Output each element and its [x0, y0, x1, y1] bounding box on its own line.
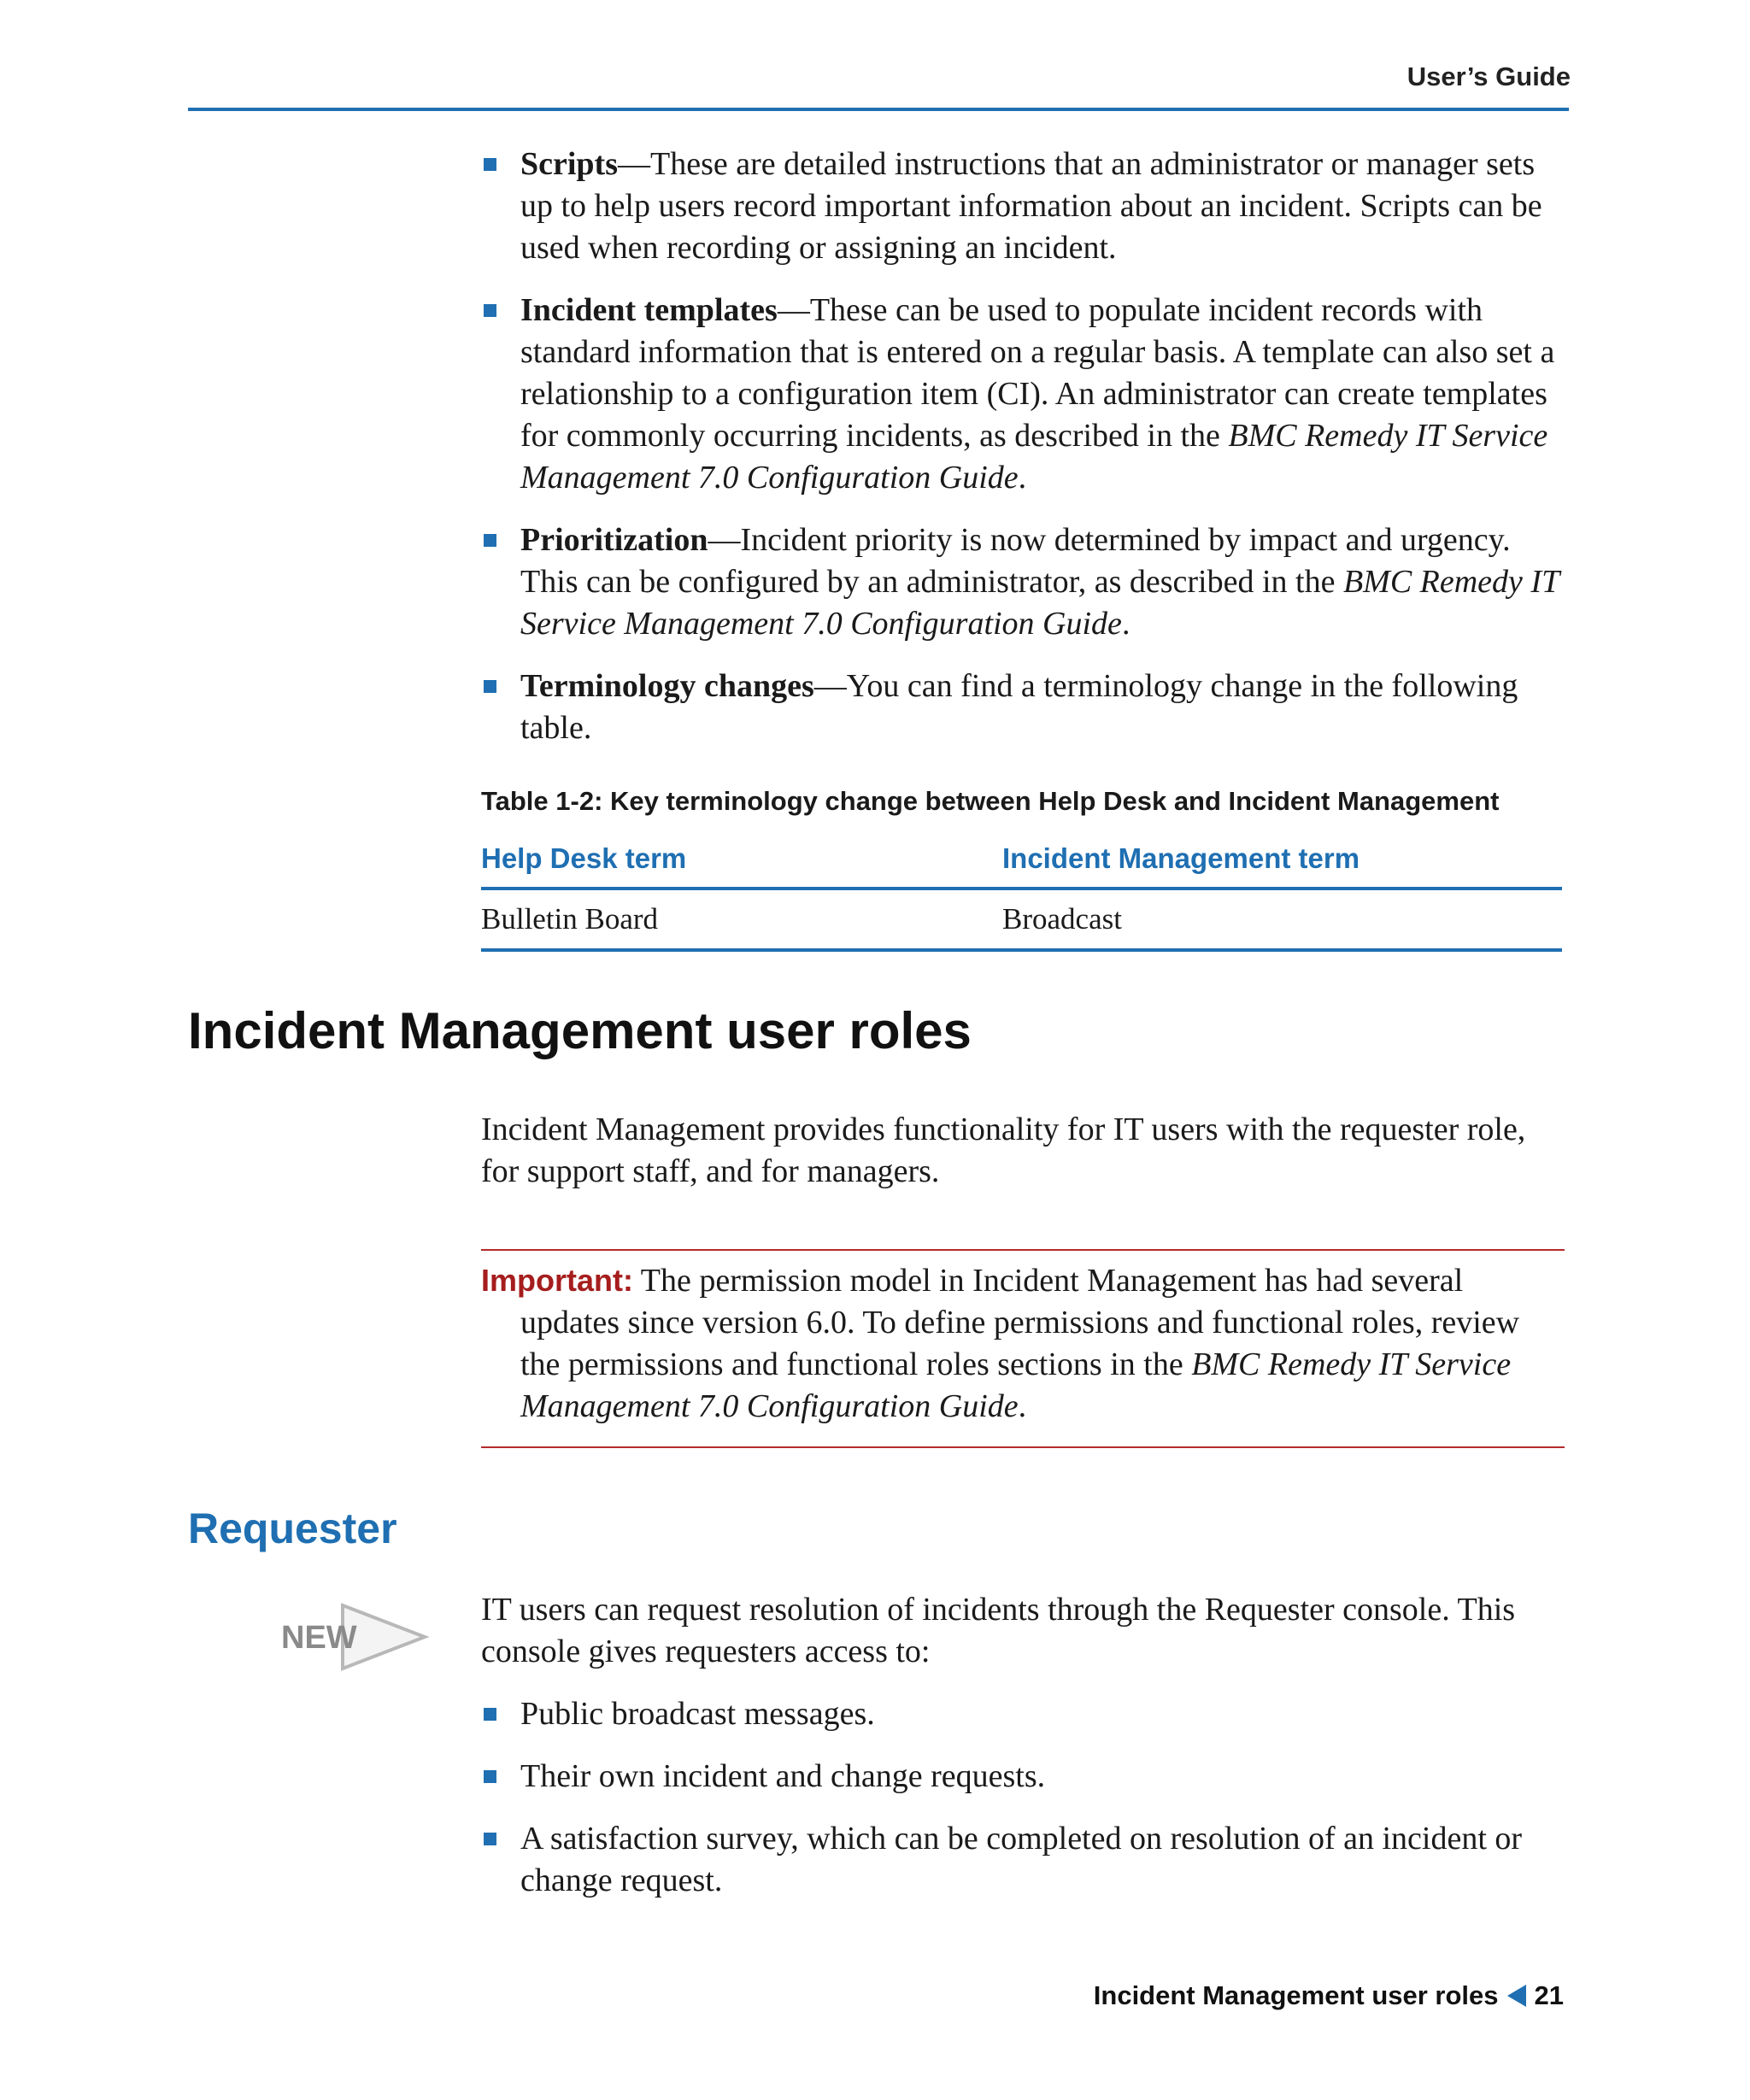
running-header: User’s Guide	[1406, 62, 1571, 91]
bullet-term: Terminology changes	[520, 668, 814, 704]
terminology-table	[481, 837, 1562, 952]
bullet-text: —Incident priority is now determined by impact and urgency. This can be configured by an administrator, as described in the	[520, 522, 1511, 600]
list-item: Prioritization—Incident priority is now determined by impact and urgency. This can be configured by an administrator, as described in the BMC Remedy IT Service Management 7.0 Configuration Guide.	[481, 519, 1565, 645]
bullet-term: Scripts	[520, 146, 618, 182]
section-heading: Incident Management user roles	[188, 1002, 972, 1059]
bullet-term: Incident templates	[520, 292, 778, 328]
bullet-text: —These are detailed instructions that an administrator or manager sets up to help users record important information about an incident. Scripts can be used when recording or assigning an incident.	[520, 146, 1542, 266]
table-caption: Table 1-2: Key terminology change between Help Desk and Incident Management	[481, 786, 1500, 816]
feature-bullet-list	[481, 144, 1565, 749]
bullet-text: —These can be used to populate incident records with standard information that is entered on a regular basis. A template can also set a relationship to a configuration item (CI). An administrator can create templates for commonly occurring incidents, as described in the	[520, 292, 1555, 454]
list-item: Their own incident and change requests.	[481, 1756, 1565, 1798]
page-footer	[1094, 1980, 1564, 2011]
footer-section-label: Incident Management user roles	[1093, 1980, 1499, 2010]
column-header: Help Desk term	[481, 837, 1002, 889]
column-header: Incident Management term	[1002, 837, 1562, 889]
list-item: Public broadcast messages.	[481, 1693, 1565, 1735]
bullet-term: Prioritization	[520, 522, 708, 558]
section-intro	[481, 1109, 1565, 1193]
requester-access-list	[481, 1693, 1565, 1902]
top-bullet-section	[481, 144, 1565, 770]
page-number: 21	[1534, 1980, 1564, 2010]
subsection-heading: Requester	[188, 1505, 397, 1552]
table-cell: Broadcast	[1002, 889, 1562, 950]
list-item	[481, 666, 1565, 749]
table-cell: Bulletin Board	[481, 889, 1002, 950]
list-item: Incident templates—These can be used to populate incident records with standard information that is entered on a regular basis. A template can also set a relationship to a configuration item (CI). An administrator can create templates for commonly occurring incidents, as described in the BMC Remedy IT Service Management 7.0 Configuration Guide.	[481, 290, 1565, 499]
new-badge-label: NEW	[281, 1620, 357, 1656]
requester-intro: IT users can request resolution of incidents through the Requester console. This console gives requesters access to:	[481, 1592, 1516, 1669]
bullet-text: —You can find a terminology change in the following table.	[520, 668, 1518, 746]
important-note: Important: The permission model in Incident Management has had several updates since version 6.0. To define permissions and functional roles, review the permissions and functional roles sections in the BMC Remedy IT Service Management 7.0 Configuration Guide.	[481, 1249, 1565, 1448]
list-item	[481, 144, 1565, 269]
table-row	[481, 889, 1562, 950]
list-item: A satisfaction survey, which can be completed on resolution of an incident or change request.	[481, 1818, 1565, 1902]
table-header-row	[481, 837, 1562, 889]
important-text: The permission model in Incident Management has had several updates since version 6.0. To define permissions and functional roles, review the permissions and functional roles sections in the	[520, 1263, 1520, 1382]
guide-reference: BMC Remedy IT Service Management 7.0 Configuration Guide	[520, 1346, 1512, 1424]
requester-section	[481, 1589, 1565, 1922]
guide-reference: BMC Remedy IT Service Management 7.0 Configuration Guide	[520, 418, 1548, 496]
intro-paragraph: Incident Management provides functionality for IT users with the requester role, for support staff, and for managers.	[481, 1112, 1526, 1189]
header-rule	[188, 108, 1569, 111]
triangle-left-icon	[1507, 1985, 1526, 2007]
new-badge-icon	[278, 1600, 432, 1674]
guide-reference: BMC Remedy IT Service Management 7.0 Configuration Guide	[520, 564, 1559, 642]
important-label: Important:	[481, 1263, 633, 1298]
